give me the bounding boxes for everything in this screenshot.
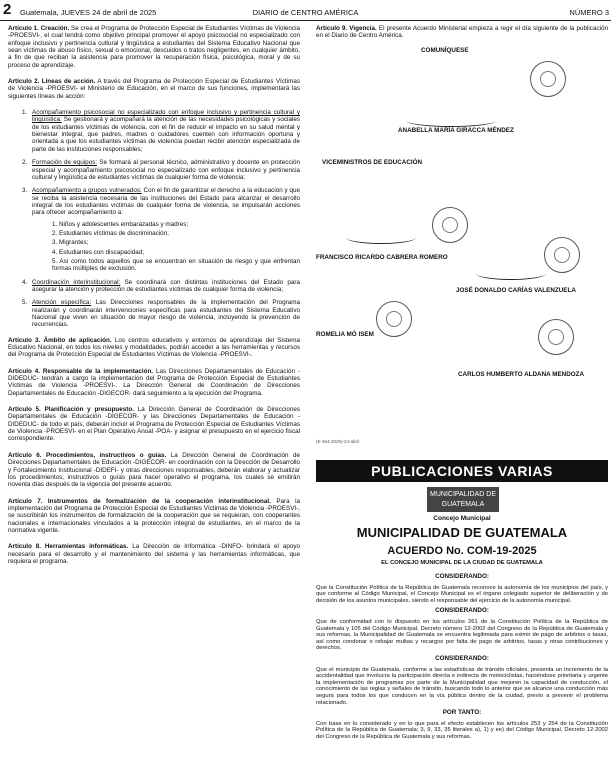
ministry-seal-icon	[538, 319, 574, 355]
article-8: Artículo 8. Herramientas informáticas. La Dirección de Informática -DINFO- brindará el apoyo necesario para el desarrollo y el mantenimiento del sistema y las herramientas informáticas, que requiera el programa.	[8, 543, 301, 565]
concejo-label: Concejo Municipal	[433, 515, 491, 522]
ministry-seal-icon	[530, 61, 566, 97]
page-number: 2	[3, 1, 12, 18]
municipality-logo: MUNICIPALIDAD DE GUATEMALA	[427, 487, 499, 512]
article-3: Artículo 3. Ámbito de aplicación. Los centros educativos y entornos de aprendizaje del Sistema Educativo Nacional, en todos los niveles y modalidades, podrán acceder a las herramientas y recursos del Programa de Protección Especial de Estudiantes Víctimas de Violencia -PROESVI-.	[8, 336, 300, 359]
list-item: 2. Formación de equipos: Se formará al personal técnico, administrativo y docente en protección especial y acompañamiento psicosocial no especializado con enfoque inclusivo y pertinencia cultural y lingüística de estudiantes víctimas de cualquier forma de violencia;	[22, 159, 300, 181]
signature-scribble-icon	[346, 231, 416, 244]
issue-number: NÚMERO 3	[569, 8, 609, 17]
article-1: Artículo 1. Creación. Se crea el Programa de Protección Especial de Estudiantes Víctimas de Violencia -PROESVI-, el cual tendrá como objetivo principal promover el apoyo psicosocial no especializado con enfoque inclusivo y pertinencia cultural y lingüística a estudiantes del Sistema Educativo Nacional que sean víctimas de abuso físico, sexual o emocional, descuidos o tratos negligentes, en cualquier ámbito, a fin de que reciban la asistencia para promover la recuperación física, psicológica, moral y de su proceso de aprendizaje.	[8, 25, 300, 69]
viceminister-4-name: CARLOS HUMBERTO ALDANA MENDOZA	[458, 370, 585, 378]
municipal-agreement-body	[316, 570, 608, 742]
comuniquese-label: COMUNÍQUESE	[421, 46, 469, 54]
ministry-seal-icon	[432, 207, 468, 243]
page-header	[0, 0, 611, 21]
list-item: 3. Acompañamiento a grupos vulnerados: Con el fin de garantizar el derecho a la educación y que se reciba la asistencia necesaria de las instituciones del Estado para alcanzar el desarrollo integral de los estudiantes víctimas de cualquier forma de violencia, se impulsarán acciones para ofrecer acompañamiento a: 1. Niños y adolescentes embarazadas y madres; 2. Estudiantes víctimas de discriminación; 3. Migrantes; 4. Estudiantes con discapacidad; 5. Así como todos aquellos que se encuentran en situación de riesgo y que enfrentan formas múltiples de exclusión.	[22, 187, 300, 273]
list-item: 5. Así como todos aquellos que se encuentran en situación de riesgo y que enfrentan formas múltiples de exclusión.	[52, 257, 300, 273]
article-4: Artículo 4. Responsable de la implementación. Las Direcciones Departamentales de Educación -DIDEDUC- tendrán a cargo la implementación del Programa de Protección Especial de Estudiantes Víctimas de Violencia -PROESVI-. La Dirección General de Coordinación de Direcciones Departamentales de Educación -DIGECOR- dará seguimiento a la ejecución del Programa.	[8, 367, 300, 397]
list-item: 4. Coordinación interinstitucional: Se coordinará con distintas instituciones del Estado para asegurar la atención y protección de estudiantes víctimas de cualquier forma de violencia;	[22, 278, 300, 293]
viceminister-2-name: JOSÉ DONALDO CARÍAS VALENZUELA	[456, 286, 576, 294]
header-date: Guatemala, JUEVES 24 de abril de 2025	[20, 8, 157, 17]
signature-scribble-icon	[476, 267, 546, 280]
newspaper-name: DIARIO de CENTRO AMÉRICA	[252, 8, 359, 17]
por-tanto-text: Con base en lo considerado y en lo que para el efecto establecen los artículos 253 y 254 de la Constitución Política de la República de Guatemala; 3, 9, 33, 35 literales a), 1) y ee) del Código Municipal, Decreto 12-2002 del Congreso de la República de Guatemala y sus reformas.	[316, 720, 608, 740]
por-tanto-heading: POR TANTO:	[442, 709, 482, 717]
article-2: Artículo 2. Líneas de acción. A través del Programa de Protección Especial de Estudiantes Víctimas de Violencia -PROESVI- el Ministerio de Educación, en el marco de sus funciones, implementará las siguientes líneas de acción:	[8, 78, 300, 100]
article-9: Artículo 9. Vigencia. El presente Acuerdo Ministerial empieza a regir el día siguiente de la publicación en el Diario de Centro América.	[316, 25, 609, 40]
vulnerable-groups-list	[52, 221, 300, 273]
considerando-heading: CONSIDERANDO:	[435, 607, 489, 615]
considerando-1: Que la Constitución Política de la República de Guatemala reconoce la autonomía de los municipios del país, y que conforme al Código Municipal, el Concejo Municipal es el órgano colegiado superior de deliberación y de decisión de los asuntos municipales, siendo el responsable del ejercicio de la autonomía municipal.	[316, 584, 608, 604]
article-5: Artículo 5. Planificación y presupuesto. La Dirección General de Coordinación de Direcciones Departamentales de Educación -DIGECOR- y las Direcciones Departamentales de Educación -DIDEDUC- de todo el país, deberán incluir el Programa de Protección Especial de Estudiantes Víctimas de Violencia -PROESVI- en el Plan Operativo Anual -POA- y asignar el presupuesto en el ejercicio fiscal correspondiente.	[8, 406, 300, 443]
viceminister-3-name: ROMELIA MÓ ISEM	[316, 330, 374, 338]
list-item: 3. Migrantes;	[52, 239, 89, 247]
list-item: 2. Estudiantes víctimas de discriminación;	[52, 229, 169, 237]
signature-scribble-icon	[406, 114, 496, 127]
ministry-seal-icon	[376, 301, 412, 337]
signature-block	[316, 46, 608, 378]
considerando-3: Que el municipio de Guatemala, conforme a las estadísticas de tránsito oficiales, presenta un incremento de la accidentalidad que involucra la participación directa e indirecta de motociclistas, haciéndose prioritaria y urgente la implementación de programas por parte de la Municipalidad que mejoren la capacidad de conducción, el conocimiento de las reglas y señales de tránsito, buscando todo lo anterior que se alcance una conducción más segura para todos los que conducen en la vía pública dentro de la ciudad, previo a prevenir el problema relacionado.	[316, 666, 608, 706]
list-item: 1. Acompañamiento psicosocial no especializado con enfoque inclusivo y pertinencia cultural y lingüística: Se gestionará y acompañará la atención de las necesidades psicológicas y sociales de los estudiantes víctimas de violencia, con el fin de reducir el impacto en su salud mental y bienestar integral, que padres, madres o cuidadores cuenten con información oportuna y orientada a que los estudiantes víctimas de violencia puedan recibir atención especializada de parte de las instituciones responsables;	[22, 109, 300, 153]
publication-stamp: (E-364-2025)-24-abril	[316, 439, 360, 444]
list-item: 1. Niños y adolescentes embarazadas y madres;	[52, 220, 189, 228]
considerando-2: Que de conformidad con lo dispuesto en los artículos 261 de la Constitución Política de la República de Guatemala y 105 del Código Municipal, Decreto número 12-2002 del Congreso de la República de Guatemala y sus reformas, la Municipalidad de Guatemala se encuentra legitimada para eximir de pago de arbitrios o tasas, así como condonar o rebajar multas y recargos por falta de pago de arbitrios, tasas y otras contribuciones y derechos.	[316, 618, 608, 652]
list-item: 4. Estudiantes con discapacidad;	[52, 248, 145, 256]
article-7: Artículo 7. Instrumentos de formalización de la cooperación interinstitucional. Para la implementación del Programa de Protección Especial de Estudiantes Víctimas de Violencia -PROESVI-, se suscribirán los instrumentos de formalización de la cooperación que se requieran, con cooperantes nacionales e internacionales vinculados a la protección integral de estudiantes, en el marco de la normativa vigente.	[8, 497, 300, 534]
municipality-title: MUNICIPALIDAD DE GUATEMALA	[356, 525, 568, 540]
considerando-heading: CONSIDERANDO:	[435, 573, 489, 580]
left-column	[8, 25, 300, 574]
minister-name: ANABELLA MARÍA GIRACCA MÉNDEZ	[398, 126, 514, 134]
section-banner: PUBLICACIONES VARIAS	[316, 460, 608, 482]
council-heading: EL CONCEJO MUNICIPAL DE LA CIUDAD DE GUATEMALA	[381, 560, 543, 566]
action-lines-list	[22, 109, 300, 329]
agreement-number: ACUERDO No. COM-19-2025	[387, 545, 537, 557]
considerando-heading: CONSIDERANDO:	[435, 654, 489, 662]
article-6: Artículo 6. Procedimientos, instructivos o guías. La Dirección General de Coordinación de Direcciones Departamentales de Educación -DIGECOR- en coordinación con la Dirección de Desarrollo y Fortalecimiento Institucional -DIDEFI- y otras direcciones responsables, deberán elaborar y actualizar los procedimientos, instructivos o guías para hacer operativo el programa, los cuales se emitirán noventa días después de la vigencia del presente acuerdo.	[8, 451, 300, 489]
viceministers-title: VICEMINISTROS DE EDUCACIÓN	[322, 158, 423, 166]
right-column	[316, 25, 609, 378]
list-item: 5. Atención específica: Las Direcciones responsables de la implementación del Programa realizarán y coordinarán intervenciones específicas para estudiantes del Sistema Educativo Nacional que viven en situación de mayor riesgo de violencia, incluyendo la prevención de recurrencias.	[22, 299, 301, 329]
viceminister-1-name: FRANCISCO RICARDO CABRERA ROMERO	[316, 253, 448, 261]
ministry-seal-icon	[544, 237, 580, 273]
